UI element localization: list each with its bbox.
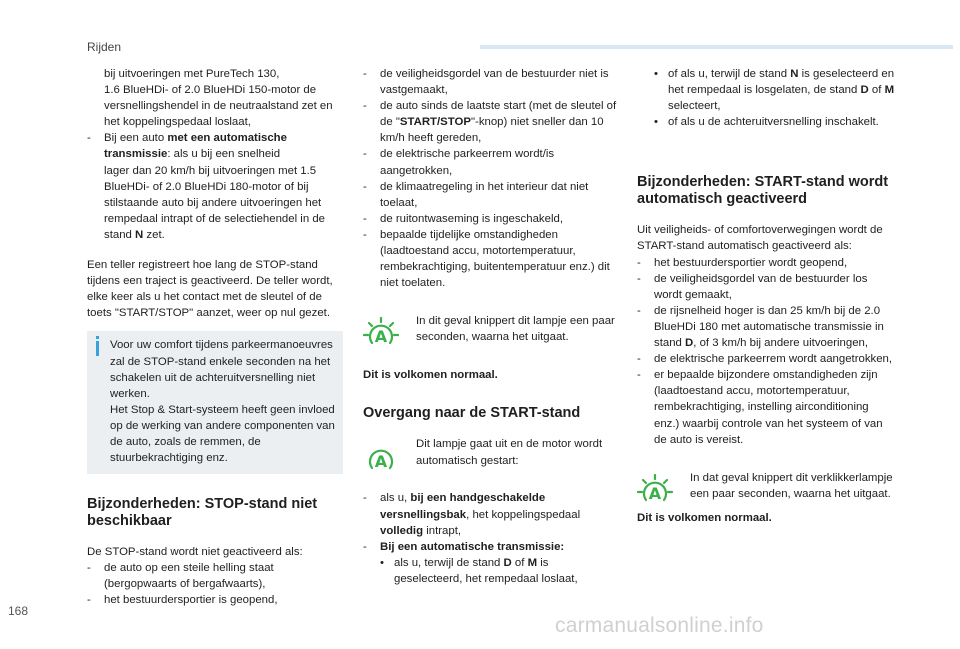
list-item: - als u, bij een handgeschakelde versnellingsbak, het koppelingspedaal volledig intrapt, bbox=[363, 492, 581, 537]
list-item: - de elektrische parkeerrem wordt/is aangetrokken, bbox=[363, 148, 555, 177]
list-item: - het bestuurdersportier is geopend, bbox=[87, 594, 278, 607]
auto-stop-start-lamp-icon bbox=[637, 474, 673, 510]
auto-stop-start-lamp-icon bbox=[363, 440, 399, 476]
list-item: - Bij een auto met een automatische transmissie: als u bij een snelheid lager dan 20 km/h bij uitvoeringen met 1.5 BlueHDi- of 2.0 BlueHDi 180-motor of bij stilstaande auto bij andere uitvoeringen het rempedaal intrapt of de selectiehendel in de stand N zet. bbox=[87, 132, 325, 241]
sub-list bbox=[637, 66, 897, 130]
list-item: - de veiligheidsgordel van de bestuurder los wordt gemaakt, bbox=[637, 272, 868, 301]
normal-note: Dit is volkomen normaal. bbox=[363, 369, 498, 382]
lamp-note-text: In dit geval knippert dit lampje een paar seconden, waarna het uitgaat. bbox=[416, 315, 615, 344]
list-item: - het bestuurdersportier wordt geopend, bbox=[637, 256, 848, 269]
info-box bbox=[87, 331, 343, 474]
column-right bbox=[637, 66, 897, 526]
lamp-note bbox=[363, 436, 619, 476]
sub-list bbox=[363, 555, 619, 587]
list-item: - de elektrische parkeerrem wordt aangetrokken, bbox=[637, 353, 893, 366]
heading-start-auto: Bijzonderheden: START-stand wordt automatisch geactiveerd bbox=[637, 174, 889, 208]
page-number: 168 bbox=[8, 604, 29, 618]
list-item: - Bij een automatische transmissie: bbox=[363, 540, 565, 553]
continued-list-text bbox=[87, 66, 343, 130]
lamp-note-text: In dat geval knippert dit verklikkerlampje een paar seconden, waarna het uitgaat. bbox=[690, 471, 893, 500]
list-item: - bepaalde tijdelijke omstandigheden (laadtoestand accu, motortemperatuur, rembekrachtiging, buitentemperatuur enz.) dit niet toelaten. bbox=[363, 228, 610, 290]
section-title: Rijden bbox=[87, 40, 122, 54]
lamp-note-text: Dit lampje gaat uit en de motor wordt automatisch gestart: bbox=[416, 438, 603, 467]
list-item-text: bij uitvoeringen met PureTech 130, bbox=[104, 68, 280, 80]
list-item: - er bepaalde bijzondere omstandigheden zijn (laadtoestand accu, motortemperatuur, rembekrachtiging, instelling airconditioning enz.) waarbij controle van het systeem of van de auto is vereist. bbox=[637, 369, 883, 446]
header-divider-bar bbox=[480, 45, 953, 49]
svg-text:A: A bbox=[374, 452, 388, 472]
lamp-note bbox=[363, 313, 619, 353]
safety-intro: Uit veiligheids- of comfortoverwegingen wordt de START-stand automatisch geactiveerd als: bbox=[637, 224, 883, 253]
stop-intro: De STOP-stand wordt niet geactiveerd als: bbox=[87, 546, 303, 559]
info-icon bbox=[96, 341, 99, 356]
sub-list-item: • of als u de achteruitversnelling inschakelt. bbox=[654, 116, 879, 129]
list-item: - de veiligheidsgordel van de bestuurder niet is vastgemaakt, bbox=[363, 68, 609, 97]
heading-start-transition: Overgang naar de START-stand bbox=[363, 405, 581, 422]
svg-text:A: A bbox=[648, 483, 662, 503]
auto-stop-start-lamp-icon bbox=[363, 317, 399, 353]
list-item: - de ruitontwaseming is ingeschakeld, bbox=[363, 212, 563, 225]
list-item: - de rijsnelheid hoger is dan 25 km/h bij de 2.0 BlueHDi 180 met automatische transmissie in stand D, of 3 km/h bij andere uitvoeringen, bbox=[637, 304, 884, 350]
list-item: - de auto op een steile helling staat (bergopwaarts of bergafwaarts), bbox=[87, 562, 274, 591]
sub-list-item: • of als u, terwijl de stand N is geselecteerd en het rempedaal is losgelaten, de stand D of M selecteert, bbox=[654, 68, 895, 113]
watermark: carmanualsonline.info bbox=[555, 614, 764, 637]
list-item-text: 1.6 BlueHDi- of 2.0 BlueHDi 150-motor de versnellingshendel in de neutraalstand zet en het koppelingspedaal loslaat, bbox=[104, 84, 333, 129]
info-box-text: Voor uw comfort tijdens parkeermanoeuvres zal de STOP-stand enkele seconden na het schakelen uit de achteruitversnelling niet werken. Het Stop & Start-systeem heeft geen invloed op de werking van andere componenten van de auto, zoals de remmen, de stuurbekrachtiging enz. bbox=[110, 339, 335, 465]
lamp-note bbox=[637, 470, 897, 510]
svg-text:A: A bbox=[374, 327, 388, 347]
sub-list-item: • als u, terwijl de stand D of M is geselecteerd, het rempedaal loslaat, bbox=[380, 556, 578, 585]
normal-note: Dit is volkomen normaal. bbox=[637, 511, 772, 524]
column-middle bbox=[363, 66, 619, 587]
counter-paragraph: Een teller registreert hoe lang de STOP-stand tijdens een traject is geactiveerd. De teller wordt, elke keer als u het contact met de sleutel of de toets "START/STOP" aanzet, weer op nul gezet. bbox=[87, 259, 333, 320]
column-left bbox=[87, 66, 343, 609]
list-item: - de auto sinds de laatste start (met de sleutel of de "START/STOP"-knop) niet sneller dan 10 km/h heeft gereden, bbox=[363, 100, 617, 145]
list-item: - de klimaatregeling in het interieur dat niet toelaat, bbox=[363, 180, 589, 209]
heading-stop-unavailable: Bijzonderheden: STOP-stand niet beschikbaar bbox=[87, 496, 318, 530]
